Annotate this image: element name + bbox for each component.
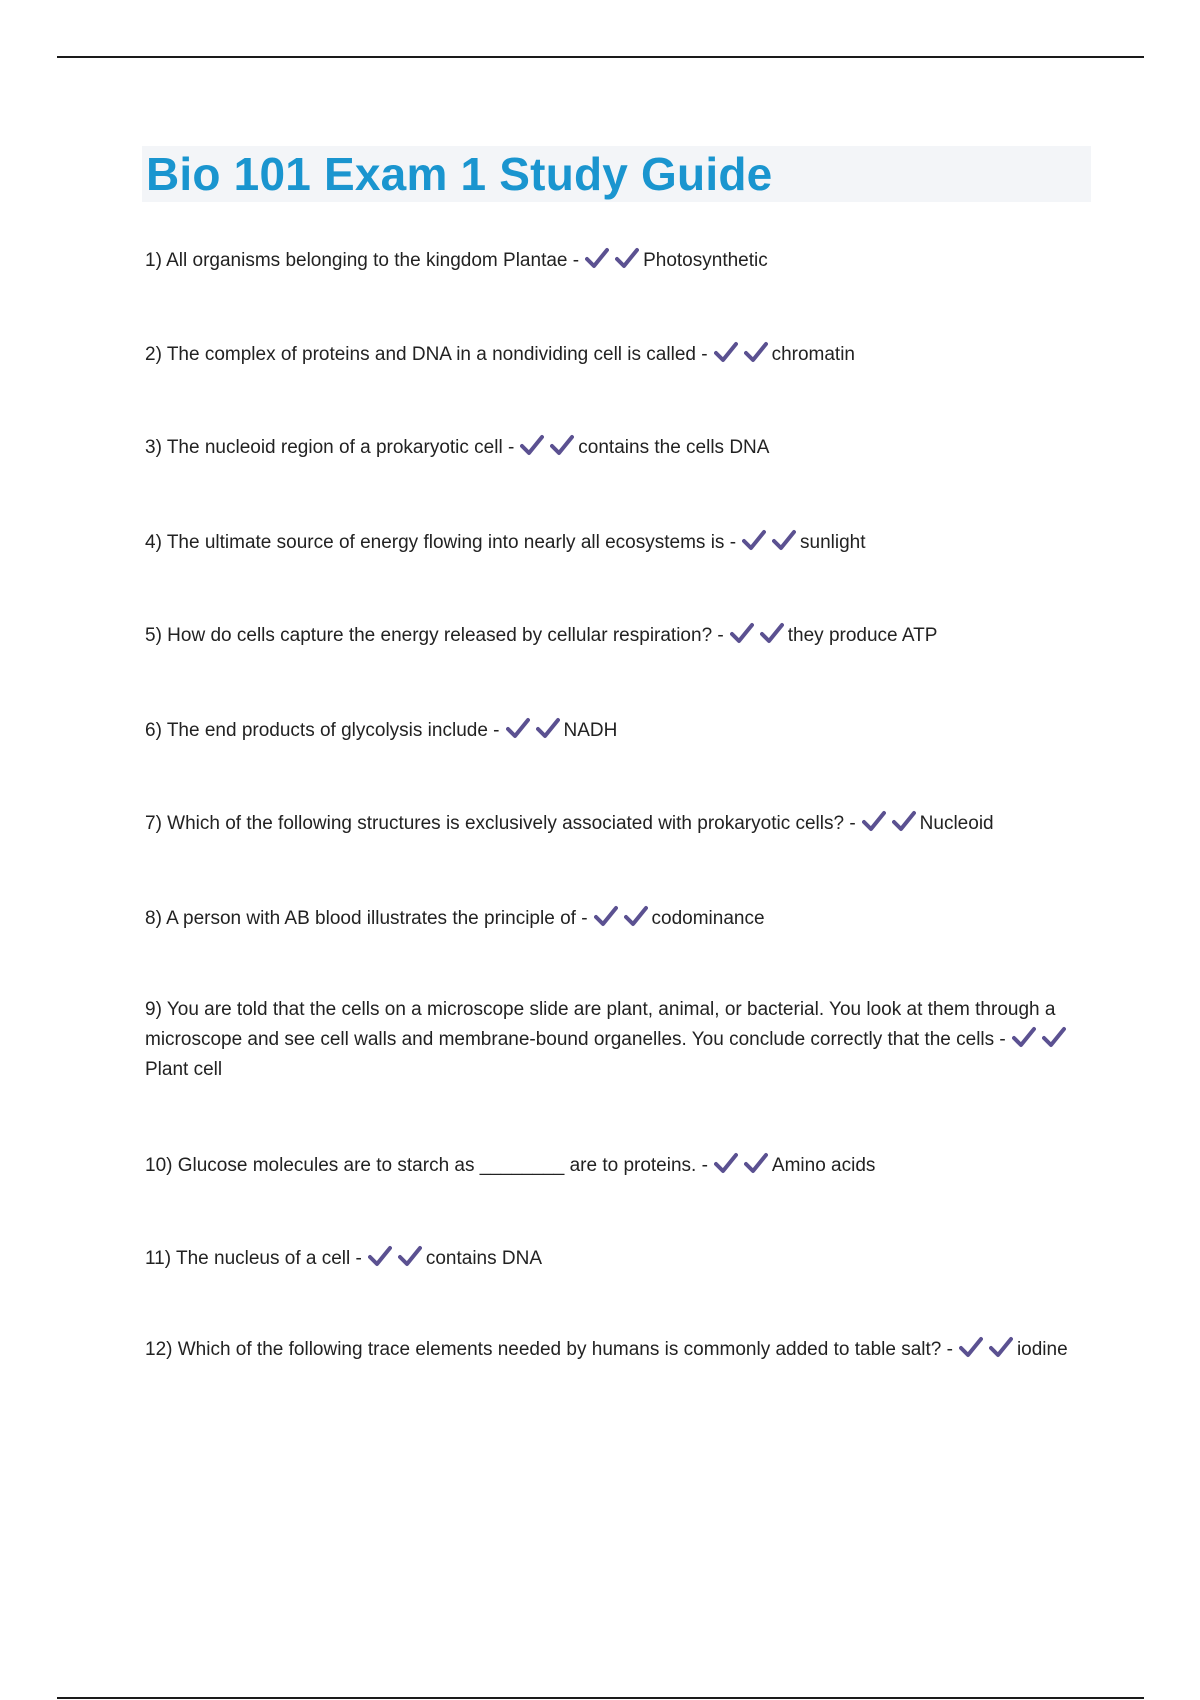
check-icon: [744, 341, 768, 363]
check-icon: [730, 622, 754, 644]
check-icon: [892, 810, 916, 832]
check-icon: [368, 1245, 392, 1267]
double-check-icon: [742, 529, 796, 551]
question-text: 7) Which of the following structures is exclusively associated with prokaryotic cells? -: [145, 813, 856, 834]
answer-text: chromatin: [771, 344, 855, 365]
double-check-icon: [730, 622, 784, 644]
check-icon: [520, 434, 544, 456]
double-check-icon: [959, 1336, 1013, 1358]
qa-item-3: [145, 433, 1080, 463]
check-icon: [615, 247, 639, 269]
check-icon: [760, 622, 784, 644]
check-icon: [714, 341, 738, 363]
answer-text: contains DNA: [425, 1248, 543, 1269]
question-text: 4) The ultimate source of energy flowing into nearly all ecosystems is -: [145, 532, 737, 553]
answer-text: iodine: [1016, 1339, 1068, 1360]
top-rule: [57, 56, 1144, 58]
answer-text: Amino acids: [771, 1155, 876, 1176]
answer-text: Photosynthetic: [643, 250, 768, 271]
question-text: 1) All organisms belonging to the kingdom Plantae -: [145, 250, 580, 271]
answer-text: NADH: [563, 720, 618, 741]
qa-item-1: [145, 246, 1080, 276]
qa-item-8: [145, 904, 1080, 934]
qa-item-9: [145, 995, 1080, 1085]
double-check-icon: [1012, 1026, 1066, 1048]
check-icon: [624, 905, 648, 927]
qa-item-2: [145, 340, 1080, 370]
answer-text: Plant cell: [145, 1059, 223, 1080]
check-icon: [862, 810, 886, 832]
question-text: 6) The end products of glycolysis include -: [145, 720, 500, 741]
double-check-icon: [714, 1152, 768, 1174]
check-icon: [506, 717, 530, 739]
check-icon: [594, 905, 618, 927]
answer-text: codominance: [651, 908, 765, 929]
bottom-rule: [57, 1697, 1144, 1699]
double-check-icon: [594, 905, 648, 927]
answer-text: contains the cells DNA: [578, 437, 770, 458]
double-check-icon: [368, 1245, 422, 1267]
question-text: 11) The nucleus of a cell -: [145, 1248, 362, 1269]
check-icon: [550, 434, 574, 456]
double-check-icon: [506, 717, 560, 739]
qa-item-12: [145, 1335, 1080, 1365]
qa-item-11: [145, 1244, 1080, 1274]
qa-item-10: [145, 1151, 1080, 1181]
answer-text: Nucleoid: [919, 813, 994, 834]
qa-item-7: [145, 809, 1080, 839]
check-icon: [744, 1152, 768, 1174]
check-icon: [1012, 1026, 1036, 1048]
question-text: 10) Glucose molecules are to starch as ________ are to proteins. -: [145, 1155, 708, 1176]
document-title: Bio 101 Exam 1 Study Guide: [146, 148, 773, 200]
check-icon: [1042, 1026, 1066, 1048]
double-check-icon: [714, 341, 768, 363]
double-check-icon: [585, 247, 639, 269]
question-text: 2) The complex of proteins and DNA in a nondividing cell is called -: [145, 344, 708, 365]
double-check-icon: [862, 810, 916, 832]
question-text: 3) The nucleoid region of a prokaryotic cell -: [145, 437, 515, 458]
answer-text: they produce ATP: [787, 625, 938, 646]
qa-item-6: [145, 716, 1080, 746]
answer-text: sunlight: [800, 532, 866, 553]
check-icon: [772, 529, 796, 551]
qa-item-4: [145, 528, 1080, 558]
check-icon: [714, 1152, 738, 1174]
check-icon: [398, 1245, 422, 1267]
check-icon: [959, 1336, 983, 1358]
double-check-icon: [520, 434, 574, 456]
check-icon: [536, 717, 560, 739]
qa-item-5: [145, 621, 1080, 651]
check-icon: [742, 529, 766, 551]
question-text: 5) How do cells capture the energy released by cellular respiration? -: [145, 625, 724, 646]
check-icon: [585, 247, 609, 269]
question-text: 9) You are told that the cells on a microscope slide are plant, animal, or bacterial. You look at them through a microscope and see cell walls and membrane-bound organelles. You conclude correctly that the cells -: [145, 999, 1056, 1050]
question-text: 8) A person with AB blood illustrates the principle of -: [145, 908, 588, 929]
question-text: 12) Which of the following trace elements needed by humans is commonly added to table salt? -: [145, 1339, 953, 1360]
check-icon: [989, 1336, 1013, 1358]
